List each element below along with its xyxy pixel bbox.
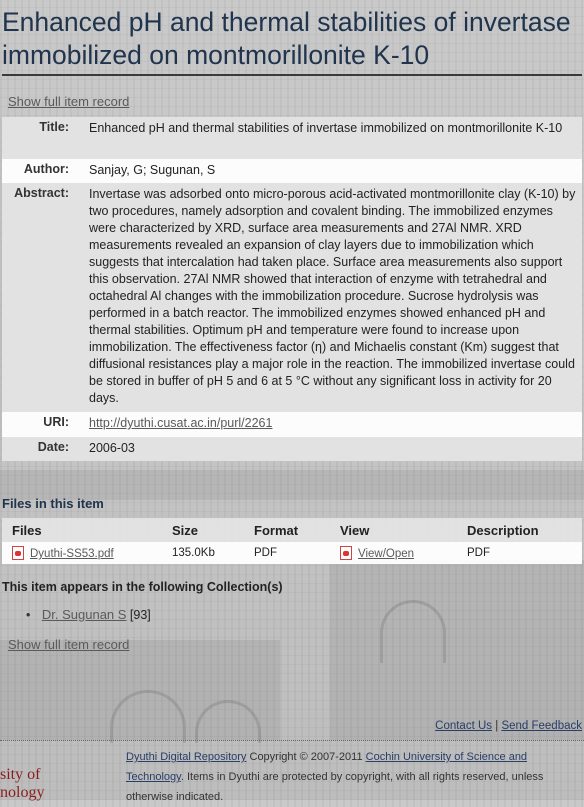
metadata-label: Abstract: [14, 186, 69, 200]
contact-us-link[interactable]: Contact Us [435, 720, 493, 732]
metadata-row-uri [2, 412, 582, 437]
collections-list [26, 607, 151, 622]
metadata-value [69, 412, 582, 437]
metadata-row-author [2, 159, 582, 183]
collection-link[interactable]: Dr. Sugunan S [41, 607, 127, 622]
table-row [2, 542, 582, 564]
column-header-description: Description [467, 522, 539, 538]
title-divider [2, 74, 582, 76]
footer-separator: | [495, 720, 499, 732]
metadata-value: Sanjay, G; Sugunan, S [89, 163, 216, 177]
column-header-files: Files [12, 522, 42, 538]
footer-divider [0, 740, 584, 741]
file-download-link[interactable]: Dyuthi-SS53.pdf [30, 548, 114, 560]
metadata-value: Enhanced pH and thermal stabilities of invertase immobilized on montmorillonite K-10 [89, 121, 563, 135]
pdf-icon [340, 546, 352, 560]
copyright-text: Copyright © 2007-2011 [246, 751, 366, 763]
view-open-link[interactable]: View/Open [358, 548, 415, 560]
metadata-value: 2006-03 [89, 441, 135, 455]
logo-text-line: sity of [0, 766, 41, 783]
file-format: PDF [254, 547, 277, 559]
pdf-icon [12, 546, 24, 560]
metadata-row-abstract [2, 183, 582, 412]
metadata-label: Date: [37, 440, 69, 454]
metadata-value: Invertase was adsorbed onto micro-porous acid-activated montmorillonite clay (K-10) by two procedures, namely adsorption and covalent binding. The immobilized enzymes were characterized by XRD, surface area measurements and 27Al NMR. XRD measurements revealed an expansion of clay layers due to immobilization which suggests that intercalation had taken place. Surface area measurements also support this observation. 27Al NMR showed that interaction of enzyme with tetrahedral and octahedral Al changes with the immobilization procedure. Sucrose hydrolysis was performed in a batch reactor. The immobilized enzymes showed enhanced pH and thermal stabilities. Optimum pH and temperature were found to increase upon immobilization. The effectiveness factor (η) and Michaelis constant (Km) suggest that diffusional resistances play a major role in the reaction. The immobilized invertase could be stored in buffer of pH 5 and 6 at 5 °C without any significant loss in activity for 20 days. [89, 187, 576, 405]
list-item [26, 607, 151, 622]
item-uri-link[interactable]: http://dyuthi.cusat.ac.in/purl/2261 [89, 416, 273, 430]
footer-copyright [126, 747, 566, 807]
view-cell [340, 546, 467, 560]
metadata-row-title [2, 117, 582, 159]
column-header-size: Size [172, 522, 199, 538]
file-description: PDF [467, 547, 490, 559]
collections-heading: This item appears in the following Collection(s) [2, 580, 283, 594]
metadata-label: Title: [39, 120, 69, 134]
rights-text: . Items in Dyuthi are protected by copyright, with all rights reserved, unless otherwise indicated. [126, 771, 544, 803]
collection-count: [93] [129, 608, 151, 622]
show-full-record-link-bottom[interactable]: Show full item record [8, 637, 130, 652]
column-header-format: Format [254, 522, 299, 538]
page-title: Enhanced pH and thermal stabilities of invertase immobilized on montmorillonite K-10 [2, 7, 571, 70]
files-table-header [2, 518, 582, 542]
files-heading: Files in this item [2, 496, 104, 511]
file-size: 135.0Kb [172, 547, 215, 559]
files-table [2, 518, 582, 564]
repository-link[interactable]: Dyuthi Digital Repository [126, 751, 247, 763]
university-logo [0, 766, 70, 802]
footer-links [435, 720, 582, 732]
show-full-record-link[interactable]: Show full item record [8, 94, 130, 109]
send-feedback-link[interactable]: Send Feedback [501, 720, 582, 732]
metadata-label: URI: [43, 415, 69, 429]
metadata-label: Author: [23, 162, 69, 176]
file-cell [2, 546, 172, 560]
logo-text-line: nology [0, 784, 45, 801]
metadata-row-date [2, 437, 582, 461]
university-link[interactable]: Cochin University of Science and Technology [126, 751, 528, 783]
item-metadata-table [2, 117, 582, 461]
column-header-view: View [340, 522, 370, 538]
